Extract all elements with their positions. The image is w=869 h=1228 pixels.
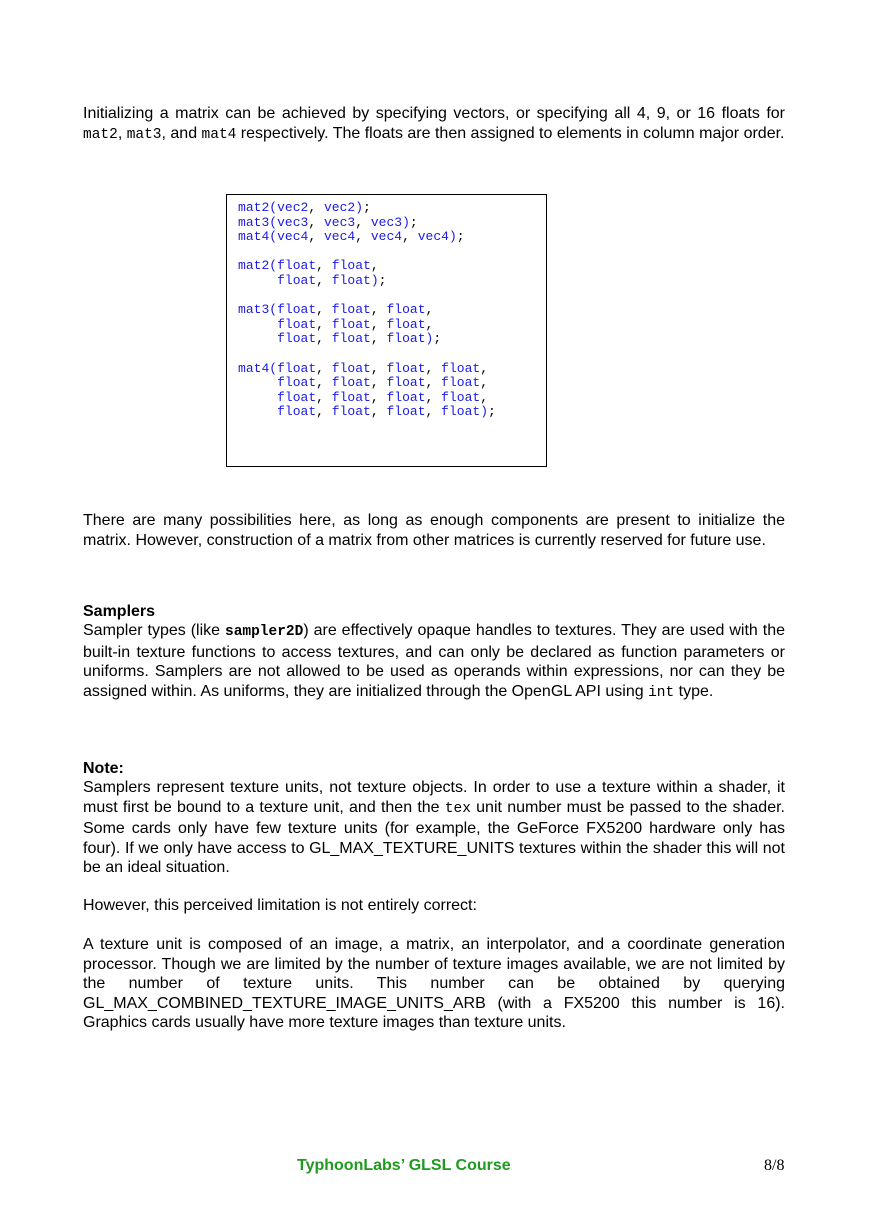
paragraph-texture-unit: A texture unit is composed of an image, a matrix, an interpolator, and a coordinate generation processor. Though we are limited by the number of texture images available, we are not limited by the number of texture units. This number can be obtained by querying GL_MAX_COMBINED_TEXTURE_IMAGE_UNITS_ARB (with a FX5200 this number is 16). Graphics cards usually have more texture images than texture units. xyxy=(83,936,785,1031)
paragraph-however: However, this perceived limitation is not entirely correct: xyxy=(83,897,477,914)
inline-code-tex: tex xyxy=(444,800,471,817)
inline-code-mat3: mat3 xyxy=(126,126,162,143)
footer-page-number: 8/8 xyxy=(764,1157,785,1174)
paragraph-matrix-init: Initializing a matrix can be achieved by specifying vectors, or specifying all 4, 9, or 16 floats for mat2, mat3, and mat4 respectively. The floats are then assigned to elements in column major order. xyxy=(83,105,785,143)
paragraph-note: Samplers represent texture units, not texture objects. In order to use a texture within a shader, it must first be bound to a texture unit, and then the tex unit number must be passed to the shader. Some cards only have few texture units (for example, the GeForce FX5200 hardware only has four). If we only have access to GL_MAX_TEXTURE_UNITS textures within the shader this will not be an ideal situation. xyxy=(83,779,785,876)
heading-samplers: Samplers xyxy=(83,603,156,620)
paragraph-samplers: Sampler types (like sampler2D) are effectively opaque handles to textures. They are used with the built-in texture functions to access textures, and can only be declared as function parameters or uniforms. Samplers are not allowed to be used as operands within expressions, nor can they be assigned within. As uniforms, they are initialized through the OpenGL API using int type. xyxy=(83,622,785,701)
code-listing-box xyxy=(226,194,547,467)
inline-code-mat2: mat2 xyxy=(83,126,118,143)
footer-course-title: TyphoonLabs’ GLSL Course xyxy=(297,1157,511,1174)
code-listing: mat2(vec2, vec2); mat3(vec3, vec3, vec3); mat4(vec4, vec4, vec4, vec4); mat2(float, float, float, float); mat3(float, float, float, float, float, float, float, float, float); mat4(float, float, float, float, float, float, float, float, float, float, float, float, float, float, float, float); xyxy=(238,200,496,420)
heading-note: Note: xyxy=(83,760,124,777)
inline-code-sampler2d: sampler2D xyxy=(225,624,304,640)
paragraph-possibilities: There are many possibilities here, as long as enough components are present to initialize the matrix. However, construction of a matrix from other matrices is currently reserved for future use. xyxy=(83,512,785,549)
inline-code-mat4: mat4 xyxy=(201,126,237,143)
inline-code-int: int xyxy=(648,684,675,701)
